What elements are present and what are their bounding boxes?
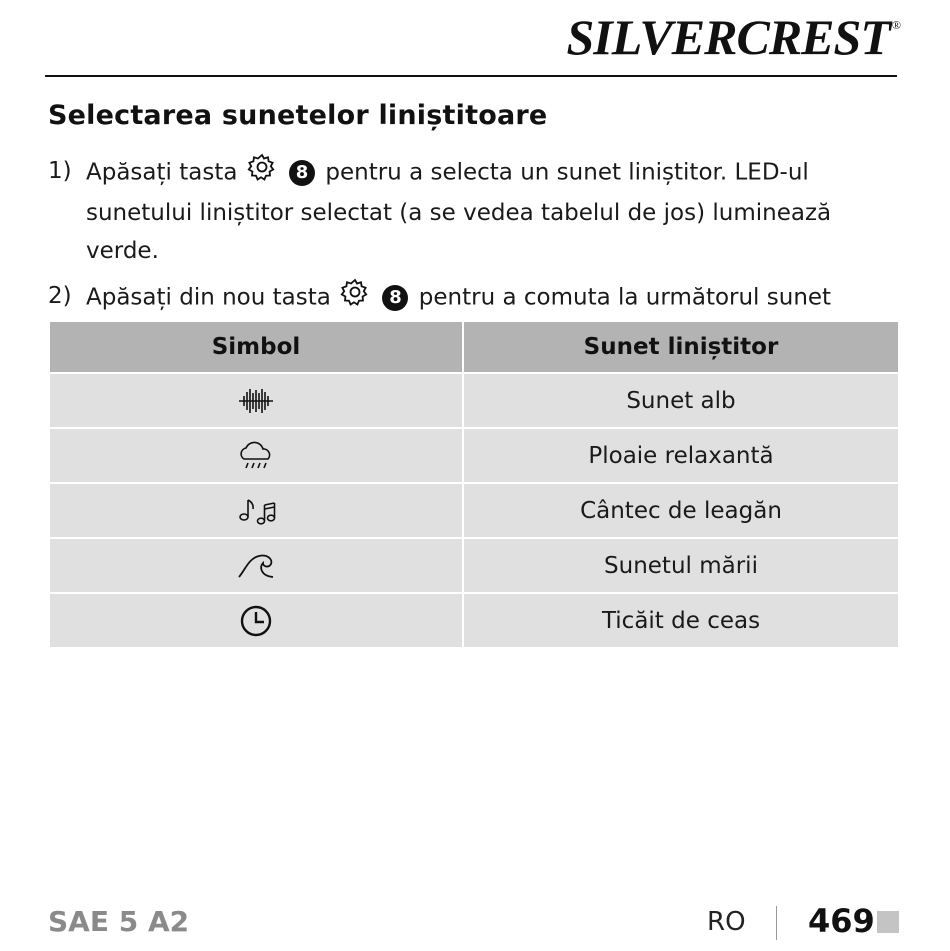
step-text-before: Apăsați tasta	[86, 159, 238, 186]
registered-mark: ®	[891, 18, 900, 32]
header-rule	[45, 75, 897, 77]
gear-icon	[340, 277, 370, 319]
sound-table	[48, 320, 900, 649]
table-row	[50, 539, 898, 592]
step-text-after: pentru a selecta un sunet liniștitor. LED-ul sunetului liniștitor selectat (a se vedea tabelul de jos) luminează verde.	[86, 159, 832, 264]
step-number: 2)	[48, 283, 72, 309]
table-header-row	[50, 322, 898, 372]
table-row	[50, 594, 898, 647]
button-number-badge: 8	[289, 160, 315, 186]
table-row	[50, 429, 898, 482]
column-header-sound: Sunet liniștitor	[464, 322, 898, 372]
sound-label: Cântec de leagăn	[464, 484, 898, 537]
sound-label: Ticăit de ceas	[464, 594, 898, 647]
step-number: 1)	[48, 158, 72, 184]
clock-icon	[50, 594, 462, 647]
gear-icon	[247, 152, 277, 194]
step-text-before: Apăsați din nou tasta	[86, 284, 331, 311]
footer-model: SAE 5 A2	[48, 905, 190, 938]
table-row	[50, 374, 898, 427]
table-row	[50, 484, 898, 537]
step-1	[48, 152, 898, 270]
footer-separator	[776, 906, 777, 940]
column-header-symbol: Simbol	[50, 322, 462, 372]
section-title: Selectarea sunetelor liniștitoare	[48, 100, 548, 131]
sound-label: Sunet alb	[464, 374, 898, 427]
wave-icon	[50, 539, 462, 592]
sound-label: Ploaie relaxantă	[464, 429, 898, 482]
rain-cloud-icon	[50, 429, 462, 482]
page-number: 469	[808, 902, 875, 940]
footer-language: RO	[707, 907, 746, 937]
white-noise-icon	[50, 374, 462, 427]
footer-square-marker	[877, 911, 899, 933]
music-notes-icon	[50, 484, 462, 537]
brand-logo: SILVERCREST ®	[566, 9, 900, 65]
button-number-badge: 8	[382, 285, 408, 311]
sound-label: Sunetul mării	[464, 539, 898, 592]
step-text-after: pentru a comuta la următorul sunet	[418, 284, 832, 311]
